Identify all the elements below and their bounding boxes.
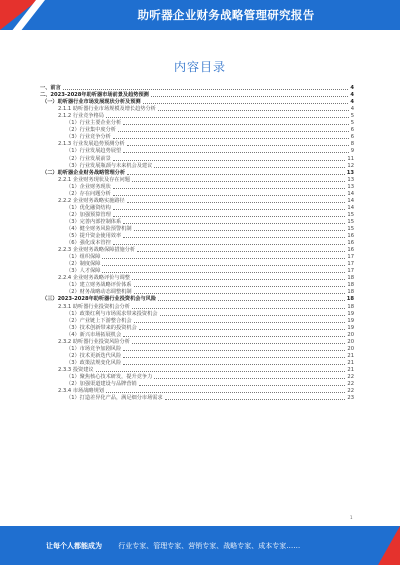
toc-entry-page: 16 <box>347 247 354 254</box>
toc-entry[interactable] <box>40 366 354 373</box>
toc-entry-text: 2.2.4 企业财务战略评价与调整 <box>58 275 130 282</box>
toc-entry-text: 2.1.2 行业竞争格局 <box>58 113 104 120</box>
toc-entry-page: 18 <box>347 303 354 310</box>
toc-entry-page: 15 <box>347 218 354 225</box>
toc-entry[interactable] <box>40 302 354 309</box>
toc-entry-page: 18 <box>347 275 354 282</box>
toc-entry[interactable] <box>40 98 354 105</box>
toc-leader-dots <box>139 329 346 330</box>
toc-entry[interactable] <box>40 324 354 331</box>
toc-leader-dots <box>132 279 345 280</box>
toc-entry-page: 15 <box>347 211 354 218</box>
toc-entry-page: 21 <box>347 359 354 366</box>
toc-leader-dots <box>158 110 349 111</box>
toc-entry-page: 13 <box>347 183 354 190</box>
toc-entry[interactable] <box>40 246 354 253</box>
header-bar <box>0 0 400 30</box>
toc-entry[interactable] <box>40 331 354 338</box>
toc-leader-dots <box>123 357 345 358</box>
footer-slogan <box>46 541 300 551</box>
toc-entry-text: 2.3.4 市场战略规划 <box>58 388 104 395</box>
toc-entry[interactable] <box>40 140 354 147</box>
toc-leader-dots <box>154 378 345 379</box>
toc-entry-text: （1）政策红利与市场需求带来投资机会 <box>66 310 158 317</box>
toc-leader-dots <box>127 174 345 175</box>
toc-entry-text: （3）行业发展瓶颈与未来机会及建议 <box>66 162 153 169</box>
toc-entry-page: 6 <box>350 127 354 134</box>
footer-red-accent <box>378 526 400 565</box>
toc-entry-text: （2）行业集中度分析 <box>66 127 116 134</box>
toc-entry-text: 二、2023-2028年助听器市场前景及趋势预测 <box>40 92 149 99</box>
toc-entry-page: 14 <box>347 204 354 211</box>
toc-entry-page: 4 <box>350 85 354 92</box>
toc-leader-dots <box>132 181 345 182</box>
toc-entry-page: 4 <box>350 92 354 99</box>
toc-leader-dots <box>106 392 345 393</box>
toc-entry-page: 22 <box>347 388 354 395</box>
toc-entry-page: 9 <box>350 148 354 155</box>
toc-leader-dots <box>123 237 345 238</box>
toc-leader-dots <box>165 399 346 400</box>
toc-entry[interactable] <box>40 288 354 295</box>
toc-entry-page: 21 <box>347 352 354 359</box>
toc-entry-text: （1）打造差异化产品，满足细分市场需求 <box>66 395 163 402</box>
toc-entry[interactable] <box>40 133 354 140</box>
footer-bar <box>0 526 400 565</box>
toc-entry[interactable] <box>40 295 354 302</box>
toc-leader-dots <box>113 209 346 210</box>
toc-entry[interactable] <box>40 183 354 190</box>
toc-leader-dots <box>137 251 345 252</box>
toc-leader-dots <box>123 152 349 153</box>
toc-entry-text: （一）助听器行业市场发展现状分析及预测 <box>42 99 141 106</box>
toc-entry-page: 18 <box>347 282 354 289</box>
toc-entry[interactable] <box>40 352 354 359</box>
toc-leader-dots <box>160 315 346 316</box>
toc-leader-dots <box>96 371 346 372</box>
toc-entry-text: 2.1.1 助听器行业市场规模及增长趋势分析 <box>58 106 156 113</box>
toc-entry[interactable] <box>40 281 354 288</box>
toc-entry-text: （2）财务战略动态调整机制 <box>66 289 132 296</box>
toc-entry[interactable] <box>40 211 354 218</box>
toc-entry[interactable] <box>40 204 354 211</box>
toc-entry-text: （3）人才保障 <box>66 268 101 275</box>
toc-entry-page: 20 <box>347 345 354 352</box>
toc-entry-text: （5）提升资金使用效率 <box>66 233 122 240</box>
toc-leader-dots <box>113 216 346 217</box>
toc-entry[interactable] <box>40 253 354 260</box>
toc-leader-dots <box>134 293 346 294</box>
toc-entry-page: 22 <box>347 381 354 388</box>
toc-entry[interactable] <box>40 105 354 112</box>
toc-entry-page: 17 <box>347 261 354 268</box>
toc-entry-text: （1）组织保障 <box>66 254 101 261</box>
toc-entry-page: 16 <box>347 240 354 247</box>
toc-entry[interactable] <box>40 169 354 176</box>
toc-entry[interactable] <box>40 380 354 387</box>
toc-entry-text: （4）新兴市场拓展机会 <box>66 331 122 338</box>
toc-leader-dots <box>123 223 345 224</box>
toc-entry-page: 19 <box>347 310 354 317</box>
toc-entry-page: 11 <box>347 155 354 162</box>
toc-entry[interactable] <box>40 176 354 183</box>
toc-entry-text: 2.3.3 投资建议 <box>58 366 94 373</box>
toc-entry-text: （2）制度保障 <box>66 261 101 268</box>
toc-entry-page: 20 <box>347 338 354 345</box>
toc-entry-text: （3）技术创新带来的投资机会 <box>66 324 137 331</box>
toc-entry-page: 13 <box>346 169 354 176</box>
toc-entry-text: （2）技术更新迭代风险 <box>66 352 122 359</box>
toc-entry-text: （6）强化成本管控 <box>66 240 111 247</box>
toc-leader-dots <box>132 308 345 309</box>
toc-entry-page: 22 <box>347 373 354 380</box>
toc-leader-dots <box>154 167 345 168</box>
toc-entry-text: （3）政策法规变化风险 <box>66 359 122 366</box>
toc-entry[interactable] <box>40 154 354 161</box>
toc-leader-dots <box>113 195 346 196</box>
page-number: 1 <box>350 515 353 520</box>
toc-entry[interactable] <box>40 317 354 324</box>
toc-entry-text: （1）行业发展趋势展望 <box>66 148 122 155</box>
toc-entry-page: 20 <box>347 331 354 338</box>
toc-entry[interactable] <box>40 338 354 345</box>
toc-leader-dots <box>102 265 345 266</box>
toc-leader-dots <box>143 103 349 104</box>
toc-entry-page: 5 <box>350 113 354 120</box>
toc-entry-text: 2.1.3 行业发展趋势预测分析 <box>58 141 125 148</box>
toc-entry[interactable] <box>40 345 354 352</box>
toc-leader-dots <box>106 117 349 118</box>
toc-entry-page: 18 <box>346 296 354 303</box>
toc-entry[interactable] <box>40 225 354 232</box>
toc-leader-dots <box>123 124 349 125</box>
toc-entry[interactable] <box>40 387 354 394</box>
toc-entry[interactable] <box>40 84 354 91</box>
toc-leader-dots <box>113 138 349 139</box>
toc-entry-page: 12 <box>347 162 354 169</box>
toc-entry-text: （三）2023-2028年助听器行业投资机会与风险 <box>42 296 157 303</box>
toc-entry-text: （1）聚焦核心技术研发，提升竞争力 <box>66 373 153 380</box>
toc-entry[interactable] <box>40 126 354 133</box>
toc-entry-page: 14 <box>347 190 354 197</box>
toc-entry-text: （1）优化融资结构 <box>66 204 111 211</box>
toc-entry[interactable] <box>40 190 354 197</box>
toc-entry-text: （2）存在问题分析 <box>66 190 111 197</box>
toc-entry[interactable] <box>40 197 354 204</box>
toc-entry-text: （1）企业财务现状 <box>66 183 111 190</box>
toc-entry-text: 2.3.1 助听器行业投资机会分析 <box>58 303 130 310</box>
toc-leader-dots <box>134 322 346 323</box>
toc-entry-text: （二）助听器企业财务战略管理分析 <box>42 169 126 176</box>
toc-entry-text: （1）市场竞争加剧风险 <box>66 345 122 352</box>
toc-entry-page: 23 <box>347 395 354 402</box>
toc-leader-dots <box>132 343 345 344</box>
toc-leader-dots <box>123 364 345 365</box>
toc-entry-page: 8 <box>350 141 354 148</box>
toc-entry-page: 4 <box>350 99 354 106</box>
toc-entry[interactable] <box>40 147 354 154</box>
toc-entry-page: 19 <box>347 324 354 331</box>
toc-entry-text: （1）建立财务战略评价体系 <box>66 282 132 289</box>
table-of-contents <box>40 84 354 401</box>
toc-entry[interactable] <box>40 119 354 126</box>
toc-entry-text: （4）健全财务风险预警机制 <box>66 225 132 232</box>
toc-entry-page: 14 <box>347 197 354 204</box>
report-title: 助听器企业财务战略管理研究报告 <box>137 8 315 22</box>
toc-entry-page: 6 <box>350 134 354 141</box>
toc-entry-text: 一、前言 <box>40 85 61 92</box>
toc-entry-text: （2）产业链上下游整合机会 <box>66 317 132 324</box>
toc-leader-dots <box>102 272 345 273</box>
toc-entry-text: （2）加强渠道建设与品牌营销 <box>66 381 137 388</box>
toc-leader-dots <box>113 188 346 189</box>
toc-entry[interactable] <box>40 373 354 380</box>
toc-heading: 内容目录 <box>173 60 226 74</box>
toc-entry[interactable] <box>40 260 354 267</box>
footer-slogan-lead: 让每个人都能成为 <box>46 542 102 550</box>
toc-leader-dots <box>127 202 346 203</box>
toc-entry-text: 2.2.3 企业财务战略保障措施分析 <box>58 247 136 254</box>
toc-leader-dots <box>158 300 345 301</box>
toc-leader-dots <box>123 350 345 351</box>
toc-leader-dots <box>134 286 346 287</box>
toc-entry-text: （1）行业主要企业分析 <box>66 120 122 127</box>
toc-leader-dots <box>123 336 345 337</box>
toc-entry[interactable] <box>40 310 354 317</box>
toc-entry-page: 13 <box>347 176 354 183</box>
toc-entry-page: 16 <box>347 233 354 240</box>
toc-entry[interactable] <box>40 267 354 274</box>
toc-entry[interactable] <box>40 394 354 401</box>
toc-entry-text: 2.3.2 助听器行业投资风险分析 <box>58 338 130 345</box>
toc-entry-page: 15 <box>347 225 354 232</box>
toc-entry-page: 19 <box>347 317 354 324</box>
toc-leader-dots <box>134 230 346 231</box>
toc-entry-text: （3）完善内部控制体系 <box>66 218 122 225</box>
toc-leader-dots <box>102 258 345 259</box>
toc-leader-dots <box>118 131 349 132</box>
toc-entry[interactable] <box>40 162 354 169</box>
toc-entry-page: 17 <box>347 268 354 275</box>
toc-entry[interactable] <box>40 232 354 239</box>
toc-entry-page: 4 <box>350 106 354 113</box>
toc-entry-text: 2.2.1 企业财务现状及存在问题 <box>58 176 130 183</box>
toc-entry[interactable] <box>40 274 354 281</box>
toc-leader-dots <box>113 160 346 161</box>
toc-entry-text: （2）行业发展前景 <box>66 155 111 162</box>
toc-leader-dots <box>139 385 346 386</box>
toc-entry[interactable] <box>40 91 354 98</box>
toc-entry[interactable] <box>40 239 354 246</box>
toc-entry[interactable] <box>40 218 354 225</box>
toc-entry-page: 17 <box>347 254 354 261</box>
toc-leader-dots <box>63 89 349 90</box>
toc-leader-dots <box>151 96 349 97</box>
toc-entry-text: （3）行业竞争分析 <box>66 134 111 141</box>
toc-leader-dots <box>127 145 349 146</box>
toc-entry-text: 2.2.2 企业财务战略实施路径 <box>58 197 125 204</box>
toc-entry-page: 5 <box>350 120 354 127</box>
toc-entry-page: 21 <box>347 366 354 373</box>
toc-entry[interactable] <box>40 359 354 366</box>
footer-slogan-text: 行业专家、管理专家、营销专家、战略专家、成本专家…… <box>118 542 301 550</box>
toc-entry-page: 18 <box>347 289 354 296</box>
toc-entry[interactable] <box>40 112 354 119</box>
toc-entry-text: （2）加强预算管理 <box>66 211 111 218</box>
toc-leader-dots <box>113 244 346 245</box>
